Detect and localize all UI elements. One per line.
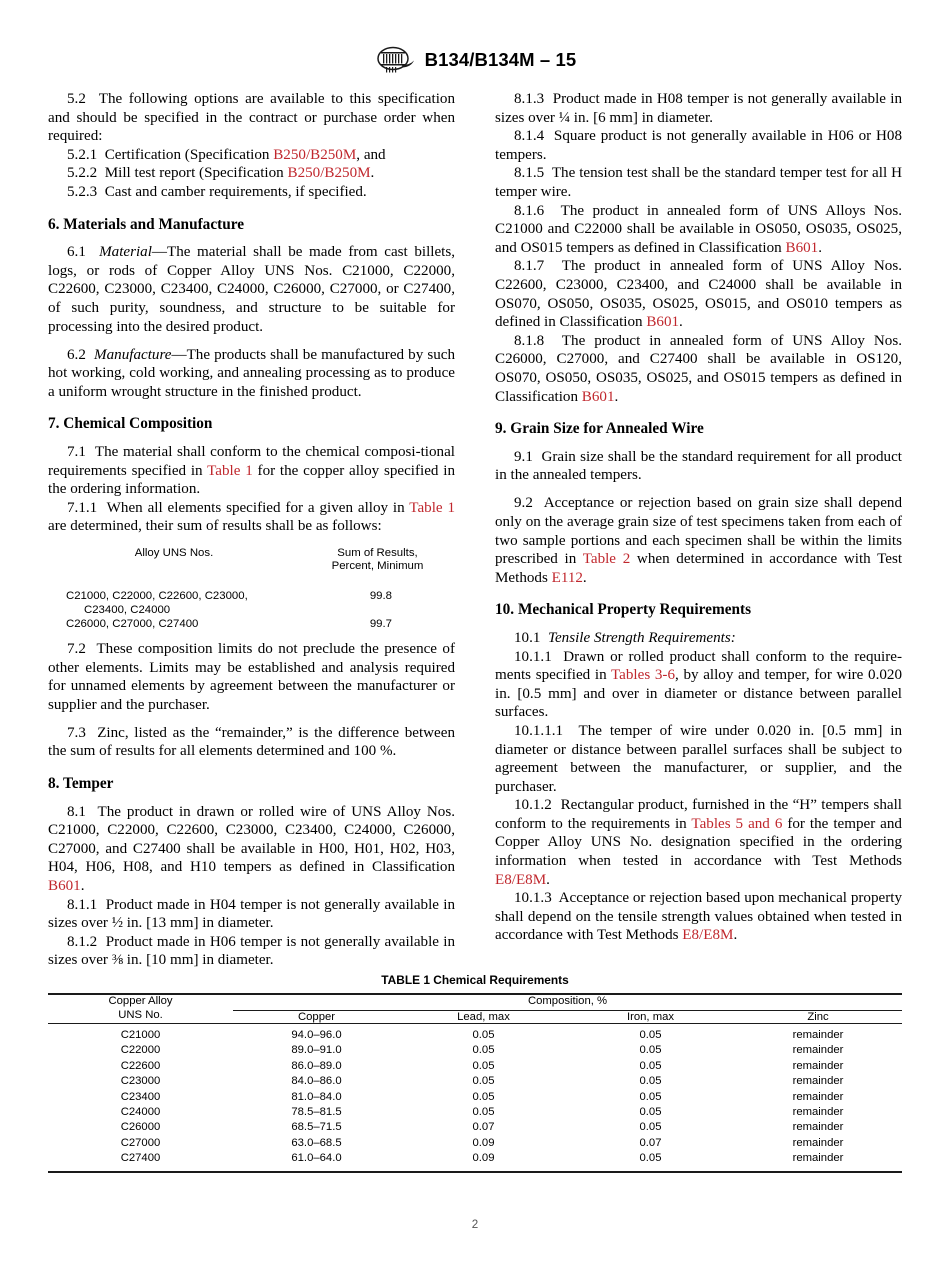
para-number: 9.1: [514, 448, 533, 465]
header-lead-max: Lead, max: [457, 1011, 510, 1023]
right-column: [495, 90, 902, 970]
cell-zinc: remainder: [792, 1044, 844, 1057]
para-text: Product made in H06 temper is not generally available in sizes over ⅜ in. [10 mm] in diameter.: [48, 933, 455, 969]
cell-iron: 0.05: [639, 1029, 662, 1041]
table-1-title: TABLE 1 Chemical Requirements: [381, 973, 569, 987]
para-10-1-2: [495, 796, 902, 889]
para-lead-in: Manufacture: [94, 346, 172, 363]
mini-header-alloy: Alloy UNS Nos.: [134, 546, 214, 559]
cell-lead: 0.05: [472, 1044, 495, 1057]
page-number: 2: [471, 1218, 479, 1231]
cell-zinc: remainder: [792, 1121, 844, 1134]
cell-zinc: remainder: [792, 1090, 844, 1103]
cell-iron: 0.07: [639, 1136, 662, 1149]
page-footer: [0, 1218, 950, 1231]
mini-header-sum-line2: Percent, Minimum: [331, 560, 424, 573]
para-8-1-5: [495, 164, 902, 201]
cell-uns: C27000: [120, 1136, 161, 1149]
table-1-container: [48, 973, 902, 1173]
link-e8-e8m[interactable]: E8/E8M: [682, 927, 734, 944]
para-text-cont: , by alloy and temper, for wire 0.020 in. [0.5 mm] and over in diameter or distance between parallel surfaces.: [495, 667, 902, 721]
link-b601[interactable]: B601: [646, 314, 680, 331]
cell-uns: C23000: [120, 1075, 161, 1088]
mini-row-alloys: C26000, C27000, C27400: [66, 617, 199, 630]
header-composition-group: [233, 994, 902, 1011]
table-row: [48, 1090, 902, 1105]
para-number: 5.2.1: [67, 146, 98, 163]
para-number: 5.2.2: [67, 165, 98, 182]
para-number: 7.1: [67, 444, 86, 460]
para-text: These composition limits do not preclude the presence of other elements. Limits may be established and analysis required for unnamed elements by agreement between the manufacturer or supplier and the purchaser.: [48, 640, 456, 713]
para-6-2: [48, 346, 455, 402]
para-number: 8.1.2: [67, 933, 98, 950]
link-b601[interactable]: B601: [785, 239, 819, 256]
cell-copper: 81.0–84.0: [291, 1090, 342, 1103]
para-number: 8.1.4: [514, 128, 545, 145]
body-columns: [48, 90, 902, 970]
para-number: 8.1.5: [514, 165, 545, 182]
para-number: 6.2: [67, 346, 86, 363]
cell-copper: 68.5–71.5: [291, 1121, 342, 1134]
para-10-1-1-1: [495, 722, 902, 796]
alloys-line-2: C23400, C24000: [84, 603, 171, 616]
table-row: [48, 1105, 902, 1120]
para-9-2: [495, 494, 902, 587]
cell-uns: C21000: [120, 1029, 161, 1041]
para-number: 10.1.1.1: [514, 722, 564, 739]
heading-8: 8. Temper: [48, 775, 114, 793]
table-row: [48, 1136, 902, 1151]
para-text: Certification (Specification: [104, 146, 274, 163]
para-9-1: [495, 448, 902, 485]
cell-zinc: remainder: [792, 1136, 844, 1149]
para-text: The product in annealed form of UNS Alloy Nos. C26000, C27000, and C27400 shall be available in OS120, OS070, OS050, OS035, OS025, and OS015 tempers as defined in Classification: [495, 332, 902, 405]
para-number: 10.1.1: [514, 648, 552, 665]
para-text: The temper of wire under 0.020 in. [0.5 mm] in diameter or distance between parallel surfaces shall be subject to agreement between the manufacturer, or supplier, and the purchaser.: [495, 722, 902, 795]
cell-iron: 0.05: [639, 1075, 662, 1088]
link-e8-e8m[interactable]: E8/E8M: [495, 871, 547, 888]
mini-row-sum: 99.8: [369, 590, 393, 603]
para-text: Cast and camber requirements, if specified.: [104, 183, 367, 200]
link-b250[interactable]: B250/B250M: [287, 165, 371, 182]
para-7-3: [48, 724, 455, 761]
table-1-body: [48, 1024, 902, 1173]
heading-10: 10. Mechanical Property Requirements: [495, 601, 752, 619]
header-uns-line1: Copper Alloy: [108, 995, 173, 1007]
cell-zinc: remainder: [792, 1106, 844, 1119]
link-table-1[interactable]: Table 1: [409, 499, 456, 516]
para-text: Rectangular product, furnished in the “H” tempers shall conform to the requirements in: [495, 797, 902, 832]
heading-9: 9. Grain Size for Annealed Wire: [495, 420, 704, 438]
para-text-mid: for the temper and Copper Alloy UNS No. designation specified in the ordering information when tested in accordance with Test Methods: [495, 815, 902, 870]
table-1: [48, 993, 902, 1173]
mini-table-body: [48, 590, 455, 631]
para-text-cont: .: [679, 314, 683, 331]
para-text: Square product is not generally available in H06 or H08 tempers.: [495, 128, 903, 163]
para-10-1-3: [495, 889, 902, 945]
table-row: [48, 1151, 902, 1172]
link-table-1[interactable]: Table 1: [207, 462, 253, 479]
standard-designation: B134/B134M – 15: [424, 49, 577, 70]
para-text: The tension test shall be the standard temper test for all H temper wire.: [495, 165, 902, 200]
cell-uns: C24000: [120, 1106, 161, 1119]
para-number: 9.2: [514, 495, 533, 512]
cell-lead: 0.09: [472, 1152, 495, 1165]
cell-zinc: remainder: [792, 1075, 844, 1088]
para-8-1-2: [48, 933, 455, 970]
cell-uns: C22000: [120, 1044, 161, 1057]
astm-logo-icon: [374, 45, 416, 75]
para-10-1-1: [495, 648, 902, 722]
table-1-head: [48, 994, 902, 1024]
link-b601[interactable]: B601: [581, 388, 615, 405]
para-8-1-7: [495, 257, 902, 331]
mini-row-alloys: [48, 590, 307, 616]
para-text-cont: .: [370, 165, 375, 182]
para-number: 7.3: [67, 724, 86, 741]
para-5-2: [48, 90, 455, 146]
para-text-cont: .: [614, 388, 619, 405]
para-7-1-1: [48, 499, 455, 536]
mini-header-sum: [300, 547, 455, 573]
para-number: 8.1.3: [514, 91, 545, 107]
cell-uns: C22600: [120, 1059, 161, 1072]
para-text: The material shall conform to the chemical composi-tional requirements specified in: [48, 444, 455, 479]
table-row: [48, 1059, 902, 1074]
header-composition-label: Composition, %: [233, 995, 902, 1011]
para-5-2-1: [48, 146, 455, 165]
para-text-cont: for the copper alloy specified in the ordering information.: [48, 462, 455, 498]
cell-lead: 0.07: [472, 1121, 495, 1134]
para-text: Acceptance or rejection based upon mechanical property shall depend on the tensile strength values obtained when tested in accordance with Test Methods: [495, 890, 902, 944]
table-row: [48, 1043, 902, 1058]
para-number: 8.1.6: [514, 202, 545, 219]
para-lead-in: Material: [99, 244, 152, 261]
link-tables-5-6[interactable]: Tables 5 and 6: [691, 815, 783, 832]
cell-lead: 0.09: [472, 1136, 495, 1149]
mini-table-header-row: [48, 547, 455, 573]
cell-copper: 78.5–81.5: [291, 1106, 342, 1119]
para-text: When all elements specified for a given alloy in: [106, 499, 410, 516]
para-number: 7.2: [67, 640, 86, 657]
para-number: 10.1.3: [514, 890, 552, 907]
cell-lead: 0.05: [472, 1029, 495, 1041]
para-text: —The products shall be manufactured by such hot working, cold working, and annealing processing as to produce a uniform wrought structure in the finished product.: [48, 346, 455, 400]
link-b601[interactable]: B601: [48, 878, 81, 895]
para-text: The following options are available to this specification and should be specified in the contract or purchase order when required:: [48, 91, 455, 145]
para-number: 8.1.1: [67, 896, 98, 913]
cell-zinc: remainder: [792, 1059, 844, 1072]
header-copper-alloy-uns-no: [48, 994, 233, 1024]
sum-of-results-table: [48, 547, 455, 631]
para-text-cont: are determined, their sum of results shall be as follows:: [48, 518, 382, 535]
heading-6: 6. Materials and Manufacture: [48, 215, 245, 233]
para-6-1: [48, 243, 455, 336]
heading-7: 7. Chemical Composition: [48, 415, 213, 433]
para-8-1-4: [495, 127, 902, 164]
para-text-cont: .: [582, 569, 587, 586]
para-7-1: [48, 443, 455, 499]
cell-lead: 0.05: [472, 1075, 495, 1088]
para-text: The product in drawn or rolled wire of UNS Alloy Nos. C21000, C22000, C22600, C23000, C23400, C24000, C26000, C27000, and C27400 shall be available in H00, H01, H02, H03, H04, H06, H08, and H10 tempers as defined in Classification: [48, 803, 455, 876]
para-number: 7.1.1: [67, 499, 98, 516]
para-8-1-8: [495, 332, 902, 406]
para-text: The product in annealed form of UNS Alloy Nos. C22600, C23000, C23400, and C24000 shall be available in OS070, OS050, OS035, OS025, OS015, and OS010 tempers as defined in Classification: [495, 258, 902, 331]
cell-copper: 94.0–96.0: [291, 1029, 342, 1041]
para-text: Zinc, listed as the “remainder,” is the difference between the sum of results for all elements determined and 100 %.: [48, 724, 456, 760]
cell-iron: 0.05: [639, 1152, 662, 1165]
para-number: 8.1: [67, 803, 86, 820]
cell-zinc: remainder: [792, 1152, 844, 1165]
table-row: [48, 1024, 902, 1044]
page-header: [0, 45, 950, 75]
table-row: [48, 1074, 902, 1089]
alloys-line-1: C21000, C22000, C22600, C23000,: [66, 590, 248, 603]
left-column: [48, 90, 455, 970]
para-text-mid: when determined in accordance with Test Methods: [495, 551, 903, 586]
header-zinc: Zinc: [807, 1011, 829, 1023]
para-lead-in: Tensile Strength Requirements:: [547, 629, 736, 646]
cell-uns: C23400: [120, 1090, 161, 1103]
cell-uns: C27400: [120, 1152, 161, 1165]
para-text-cont: .: [546, 871, 550, 888]
cell-copper: 86.0–89.0: [291, 1059, 342, 1072]
table-row: [48, 1120, 902, 1135]
para-number: 10.1.2: [514, 797, 552, 814]
para-text: Grain size shall be the standard requirement for all product in the annealed tempers.: [495, 448, 902, 484]
para-7-2: [48, 640, 455, 714]
link-b250[interactable]: B250/B250M: [273, 146, 357, 163]
para-10-1: [495, 629, 902, 648]
para-8-1: [48, 803, 455, 896]
mini-table-row: [48, 618, 455, 631]
link-table-2[interactable]: Table 2: [582, 551, 631, 568]
mini-header-sum-line1: Sum of Results,: [337, 546, 418, 559]
para-text-cont: .: [80, 878, 85, 895]
cell-zinc: remainder: [792, 1029, 844, 1041]
para-text: Mill test report (Specification: [104, 165, 288, 182]
para-number: 5.2: [67, 91, 86, 107]
cell-copper: 84.0–86.0: [291, 1075, 342, 1088]
para-text-cont: .: [818, 239, 822, 256]
cell-lead: 0.05: [472, 1090, 495, 1103]
para-8-1-6: [495, 202, 902, 258]
cell-uns: C26000: [120, 1121, 161, 1134]
para-text: —The material shall be made from cast billets, logs, or rods of Copper Alloy UNS Nos. C21000, C22000, C22600, C23000, C23400, C24000, C26000, C27000, or C27400, of such purity, soundness, and structure to be suitable for processing into the desired product.: [48, 244, 455, 335]
para-number: 8.1.8: [514, 332, 545, 349]
para-text: The product in annealed form of UNS Alloys Nos. C21000 and C22000 shall be available in OS050, OS035, OS025, and OS015 tempers as defined in Classification: [495, 202, 902, 256]
para-number: 8.1.7: [514, 258, 545, 275]
mini-row-sum: 99.7: [369, 617, 393, 630]
cell-iron: 0.05: [639, 1106, 662, 1119]
cell-iron: 0.05: [639, 1090, 662, 1103]
para-number: 5.2.3: [67, 183, 98, 200]
para-number: 6.1: [67, 244, 86, 261]
header-iron-max: Iron, max: [626, 1011, 675, 1023]
para-text: Acceptance or rejection based on grain size shall depend only on the average grain size of test specimens taken from each of two sample portions and each specimen shall be within the limits prescribed in: [495, 495, 903, 568]
table-1-group-header-row: [48, 994, 902, 1011]
cell-copper: 89.0–91.0: [291, 1044, 342, 1057]
mini-table-row: [48, 590, 455, 616]
link-e112[interactable]: E112: [551, 569, 583, 586]
para-5-2-2: [48, 164, 455, 183]
para-text: Product made in H04 temper is not generally available in sizes over ½ in. [13 mm] in diameter.: [48, 896, 455, 932]
header-copper: Copper: [297, 1011, 336, 1023]
cell-copper: 63.0–68.5: [291, 1136, 342, 1149]
cell-lead: 0.05: [472, 1059, 495, 1072]
cell-iron: 0.05: [639, 1044, 662, 1057]
para-text: Product made in H08 temper is not generally available in sizes over ¼ in. [6 mm] in diameter.: [495, 91, 902, 126]
cell-copper: 61.0–64.0: [291, 1152, 342, 1165]
header-uns-line2: UNS No.: [118, 1008, 163, 1021]
cell-iron: 0.05: [639, 1121, 662, 1134]
cell-lead: 0.05: [472, 1106, 495, 1119]
para-text-cont: , and: [356, 146, 386, 163]
link-tables-3-6[interactable]: Tables 3-6: [611, 667, 675, 684]
cell-iron: 0.05: [639, 1059, 662, 1072]
para-5-2-3: [48, 183, 455, 202]
para-8-1-1: [48, 896, 455, 933]
para-number: 10.1: [514, 629, 541, 646]
para-text-cont: .: [733, 927, 738, 944]
para-8-1-3: [495, 90, 902, 127]
para-text: Drawn or rolled product shall conform to the require-ments specified in: [495, 648, 903, 684]
